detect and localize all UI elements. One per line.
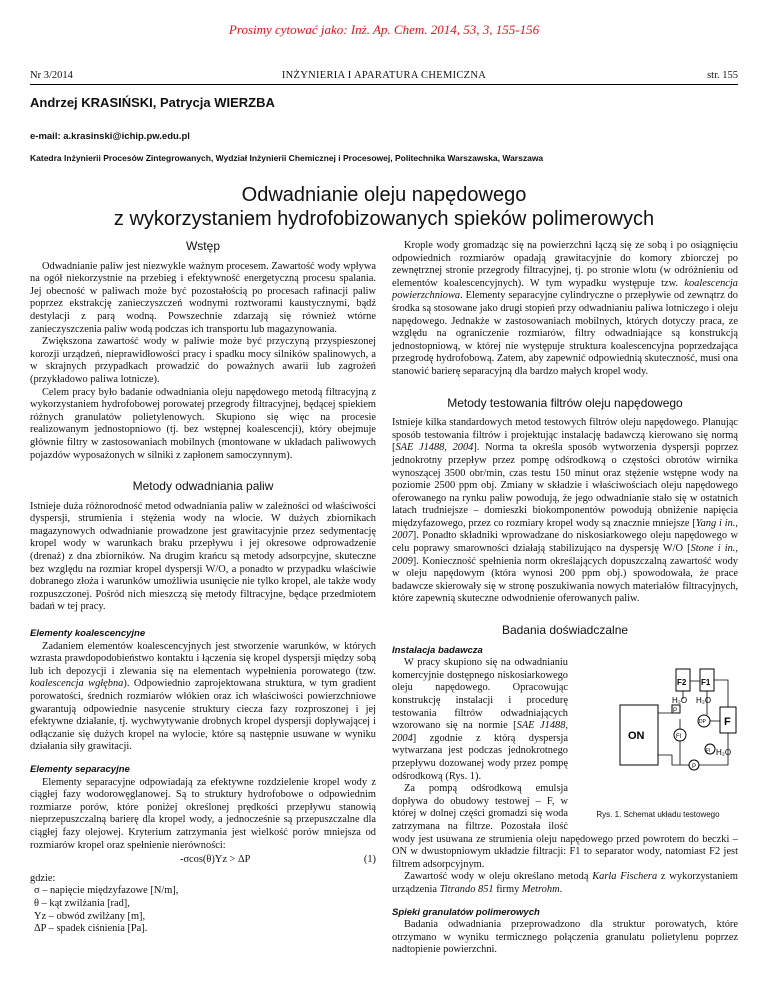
definition-item: σ – napięcie międzyfazowe [N/m],: [34, 885, 179, 897]
paragraph: W pracy skupiono się na odwadnianiu komercyjnie dostępnego niskosiarkowego oleju napędowego. Opracowując konstrukcję instalacji i procedurę testowania filtrów odwadniających wzorowano się na normie [SAE J1488, 2004] zgodnie z którą dyspersja wytwarzana jest podczas jednokrotnego przepływu dozowanej wody przez pompę odśrodkową (Rys. 1).: [392, 657, 568, 782]
label-dp: DP: [699, 719, 706, 726]
journal-name: INŻYNIERIA I APARATURA CHEMICZNA: [281, 70, 487, 81]
header-rule: [30, 84, 738, 85]
citation-note: Prosimy cytować jako: Inż. Ap. Chem. 2014, 53, 3, 155-156: [228, 22, 540, 37]
affiliation: Katedra Inżynierii Procesów Zintegrowanych, Wydział Inżynierii Chemicznej i Procesowej, Politechnika Warszawska, Warszawa: [30, 153, 544, 163]
label-fi: FI: [676, 734, 682, 741]
figure-1: [576, 663, 738, 823]
label-on: ON: [628, 730, 645, 743]
label-water-2: H₂O: [696, 696, 712, 706]
where-label: gdzie:: [30, 872, 56, 884]
definition-item: ΔP – spadek ciśnienia [Pa].: [34, 923, 148, 935]
paper-title: [0, 183, 768, 231]
label-pump-1: P: [673, 708, 678, 715]
paragraph: Badania odwadniania przeprowadzono dla struktur porowatych, które otrzymano w wyniku termicznego połączenia granulatu polietylenu poprzez nadtopienie powierzchni.: [392, 919, 738, 956]
section-heading-methods: Metody odwadniania paliw: [132, 479, 274, 494]
section-heading-research: Badania doświadczalne: [501, 623, 629, 638]
label-f2: F2: [677, 678, 687, 688]
paragraph: Zawartość wody w oleju określano metodą Karla Fischera z wykorzystaniem urządzenia Titrando 851 firmy Metrohm.: [392, 871, 738, 895]
paragraph: Elementy separacyjne odpowiadają za efektywne rozdzielenie kropel wody z ciągłej fazy wodorowęglanowej. Są to struktury hydrofobowe o odpowiednim rozmiarze porów, które poniżej określonej prędkości przepływu stanowią nieprzepuszczalną barierę dla kropel wody, a jednocześnie są przepuszczalne dla ciągłej fazy olejowej. Kryterium zatrzymania jest wielkość porów mniejsza od rozmiarów kropel oraz spełnienie nierówności:: [30, 776, 376, 851]
paragraph: Celem pracy było badanie odwadniania oleju napędowego metodą filtracyjną z wykorzystaniem hydrofobowej porowatej przegrody filtracyjnej, będącej spiekiem różnych granulatów polietylenowych. Skupiono się więc na procesie realizowanym jednostopniowo (tj. bez wstępnej koalescencji), który obejmuje głównie filtry w zastosowaniach mobilnych (montowane w układach paliwowych pojazdów wyposażonych w silniki z zapłonem samoczynnym).: [30, 386, 376, 461]
paragraph: Krople wody gromadząc się na powierzchni łączą się ze sobą i po osiągnięciu odpowiednich rozmiarów opadają grawitacyjnie do komory zbiorczej po zewnętrznej stronie przegrody filtracyjnej, tj. po stronie wlotu (w odróżnieniu od elementów koalescencyjnych). W tym wypadku występuje tzw. koalescencja powierzchniowa. Elementy separacyjne cylindryczne o przepływie od zewnątrz do środka są stosowane jako drugi stopień przy odwadnianiu paliwa lotniczego i oleju napędowego. Jednakże w zastosowaniach mobilnych, których dotyczy praca, ze względu na ograniczenie rozmiarów, filtry odwadniające są konstrukcją jednostopniową, w której nie występuje struktura koalescencyjna poprzedzająca przegrodę hydrofobową. Zatem, aby zapewnić odpowiednią skuteczność, musi ona stanowić barierę separacyjną dla bardzo małych kropel wody.: [392, 240, 738, 377]
subheading-coalescence: Elementy koalescencyjne: [30, 628, 146, 640]
authors: Andrzej KRASIŃSKI, Patrycja WIERZBA: [30, 95, 275, 110]
label-fi-2: FI: [706, 748, 711, 755]
equation-number: (1): [363, 854, 376, 866]
subheading-sinters: Spieki granulatów polimerowych: [392, 906, 540, 918]
subheading-installation: Instalacja badawcza: [392, 644, 483, 656]
test-setup-diagram: [576, 663, 738, 805]
definition-item: Yz – obwód zwilżany [m],: [34, 910, 146, 922]
definition-item: θ – kąt zwilżania [rad],: [34, 897, 130, 909]
label-water-3: H₂O: [716, 748, 732, 758]
label-pump-2: P: [692, 764, 697, 771]
paragraph: Za pompą odśrodkową emulsja dopływa do obudowy testowej – F, w której w dolnej części gromadzi się woda zatrzymana na filtrze. Pozostała ilość wody jest usuwana ze strumienia oleju napędowego przed powrotem do beczki – ON w dwustopniowym układzie filtracji: F1 to separator wody, natomiast F2 jest filtrem adsorpcyjnym.: [392, 783, 738, 870]
title-line-2: z wykorzystaniem hydrofobizowanych spieków polimerowych: [113, 208, 655, 230]
author-email: e-mail: a.krasinski@ichip.pw.edu.pl: [30, 131, 190, 142]
equation-body: -σcos(θ)Yz > ΔP: [180, 854, 251, 866]
label-water-1: H₂O: [672, 696, 688, 706]
figure-caption: Rys. 1. Schemat układu testowego: [596, 810, 720, 820]
issue-number: Nr 3/2014: [30, 70, 73, 81]
page-number: str. 155: [707, 70, 738, 81]
section-heading-testing: Metody testowania filtrów oleju napędowego: [447, 395, 683, 410]
paragraph: Istnieje kilka standardowych metod testowych filtrów oleju napędowego. Planując sposób testowania filtrów i projektując instalację badawczą kierowano się normą [SAE J1488, 2004]. Norma ta określa sposób wytworzenia dyspersji poprzez jednokrotny przepływ przez pompę odśrodkową o częstości obrotów wirnika wynoszącej 3500 obr/min, czas testu 150 minut oraz stężenie wstępne wody na poziomie 2500 ppm obj. Zmiany w składzie i właściwościach oleju napędowego oferowanego na rynku paliw powodują, że jego odwadnianie stało się w ostatnich latach trudniejsze – domieszki biokomponentów powodują obniżenie napięcia międzyfazowego, przez co rozmiary kropel wody są znacznie mniejsze [Yang i in., 2007]. Ponadto składniki wprowadzane do niskosiarkowego oleju napędowego w celu poprawy smarowności działają stabilizująco na dyspersję W/O [Stone i in., 2009]. Konieczność spełnienia norm określających dopuszczalną zawartość wody w oleju napędowym (która wynosi 200 ppm obj.) spowodowała, że prace badawcze skierowały się w stronę poszukiwania nowych materiałów filtracyjnych, które zapewnią skuteczne odwodnienie oferowanych paliw.: [392, 417, 738, 605]
label-f1: F1: [701, 678, 711, 688]
left-column: [30, 240, 376, 936]
right-column: [392, 240, 738, 957]
subheading-separation: Elementy separacyjne: [30, 763, 130, 775]
equation-1: [30, 854, 376, 867]
paragraph: Istnieje duża różnorodność metod odwadniania paliw w zależności od właściwości dyspersji, strumienia i stężenia wody na wlocie. W dużych zbiornikach magazynowych odwadnianie prowadzone jest grawitacyjnie przez sedymentację kropel wody w warunkach braku przepływu i jej okresowe odprowadzenie (drenaż) z dna zbiorników. Na drugim krańcu są metody adsorpcyjne, skuteczne bez względu na rozmiar kropel dyspersji W/O, a ponadto w przypadku właściwie dobranego złoża i warunków umożliwia usunięcie nie tylko kropel, ale także wody rozpuszczonej. Pośród nich mieszczą się metody filtracyjne, będące przedmiotem badań w tej pracy.: [30, 500, 376, 613]
section-heading-intro: Wstęp: [185, 239, 220, 253]
symbol-definitions: [30, 885, 376, 935]
paragraph: Zwiększona zawartość wody w paliwie może być przyczyną przyspieszonej korozji urządzeń, nieprawidłowości pracy i spadku mocy silników spalinowych, a w skrajnych przypadkach prowadzić do poważnych awarii lub zagrożeń (przykładowo paliwa lotnicze).: [30, 336, 376, 385]
title-line-1: Odwadnianie oleju napędowego: [241, 184, 527, 206]
paragraph: Zadaniem elementów koalescencyjnych jest stworzenie warunków, w których wzrasta prawdopodobieństwo kontaktu i łączenia się kropel dyspersji między sobą lub ich depozycji i zlewania się na elementach wypełnienia porowatego (tzw. koalescencja wgłębna). Odpowiednio zaprojektowana struktura, w tym gradient porowatości, średnich rozmiarów włókien oraz ich właściwości powierzchniowe gwarantują odpowiednie nasycenie struktury ciecza fazy rozproszonej i jej efektywne działanie, tj. wychwytywanie drobnych kropel dyspersji dopływającej i odłączanie się dużych kropel na wylocie, które są następnie usuwane w wyniku działania siły grawitacji.: [30, 640, 376, 753]
paragraph: Odwadnianie paliw jest niezwykle ważnym procesem. Zawartość wody wpływa na ogół niekorzystnie na przebieg i efektywność energetyczną procesu spalania. Jej obecność w paliwach może być pozostałością po procesach rafinacji paliw poprzez ekstrakcję zanieczyszczeń wodnymi roztworami kaustycznymi, bądź destylacji z parą wodną. Powszechnie zdarzają się również wtórne zanieczyszczenia paliw wodą podczas ich transportu lub magazynowania.: [30, 260, 376, 335]
label-f: F: [724, 716, 731, 729]
